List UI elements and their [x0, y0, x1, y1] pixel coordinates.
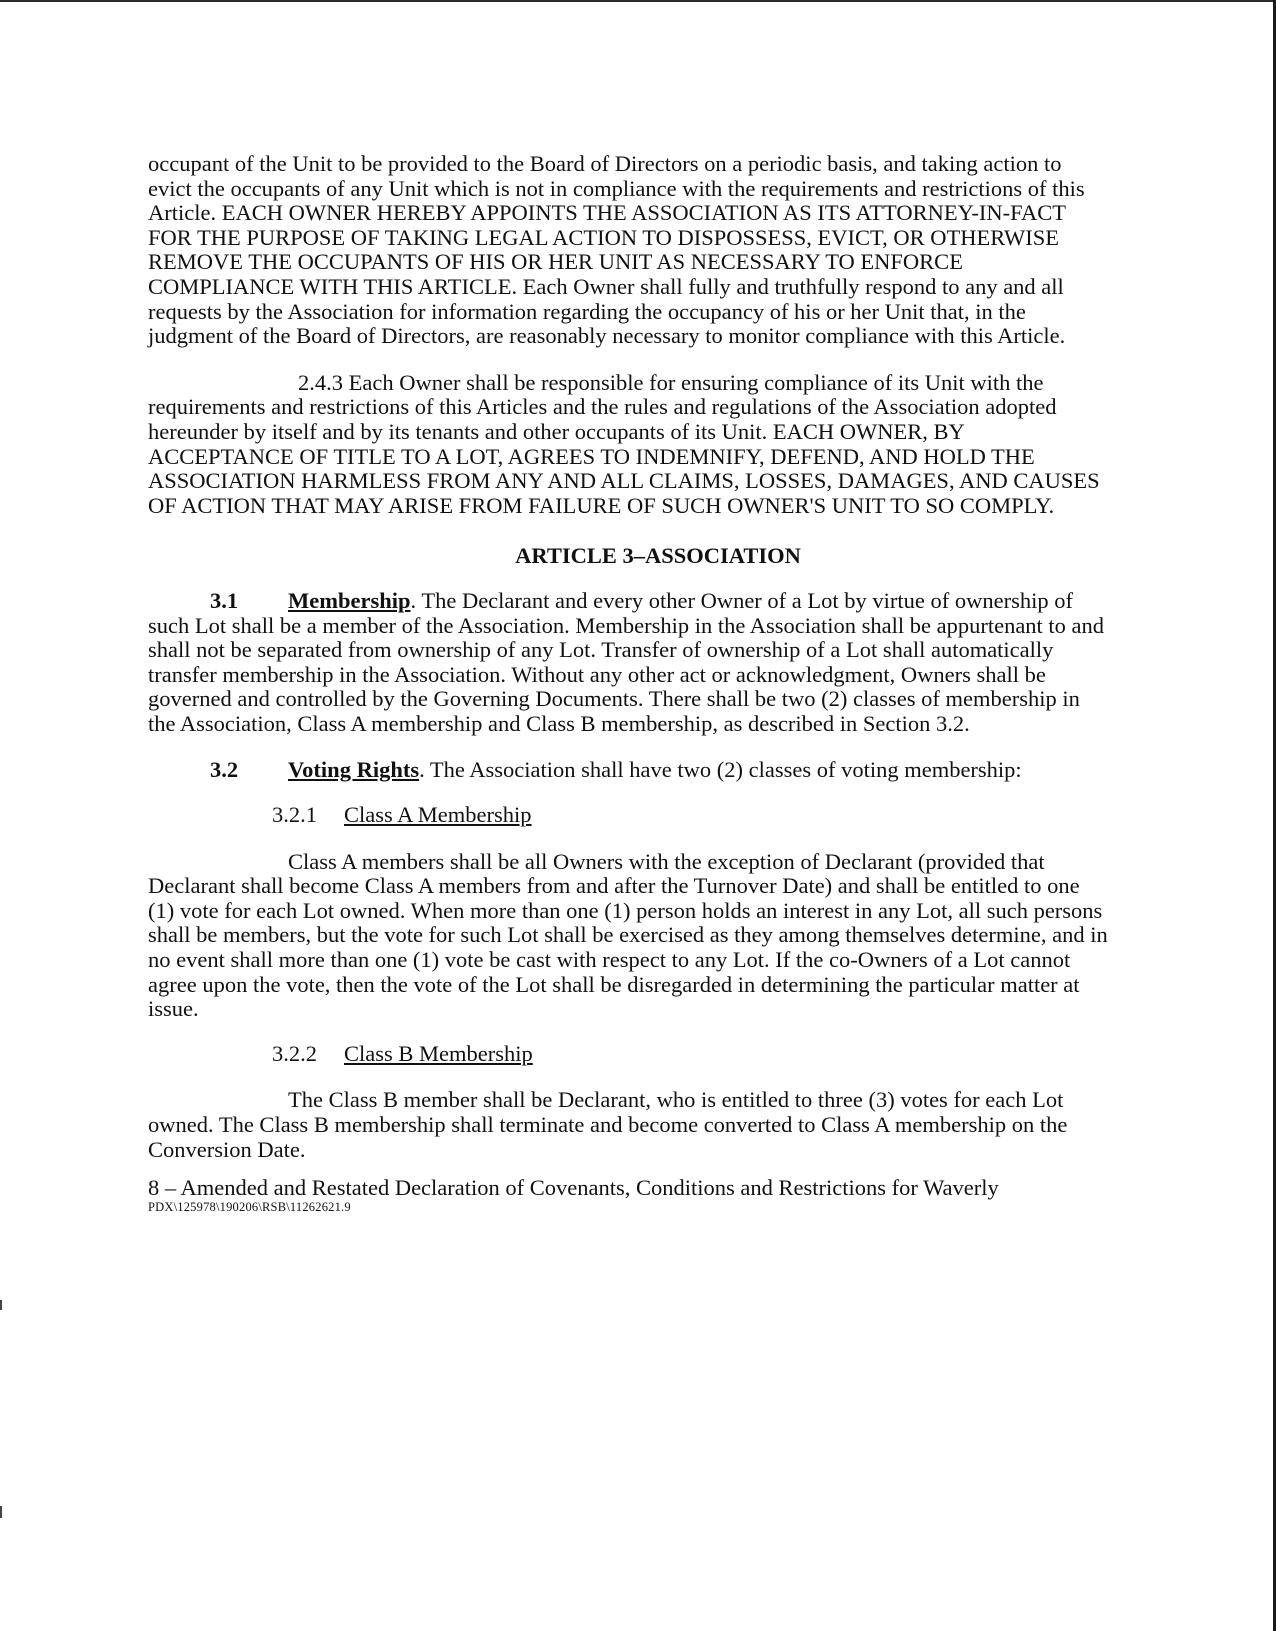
- section-text: . The Declarant and every other Owner of a Lot by virtue of ownership of such Lot shall be a member of the Association. Membership in the Association shall be appurtenant to and shall not be separated from ownership of any Lot. Transfer of ownership of a Lot shall automatically transfer membership in the Association. Without any other act or acknowledgment, Owners shall be governed and controlled by the Governing Documents. There shall be two (2) classes of membership in the Association, Class A membership and Class B membership, as described in Section 3.2.: [148, 587, 1105, 736]
- subsection-3-2-1-heading: [148, 803, 1108, 828]
- subsection-number: 3.2.2: [272, 1040, 317, 1066]
- document-page: [148, 152, 1108, 1214]
- subsection-3-2-2-text: The Class B member shall be Declarant, who is entitled to three (3) votes for each Lot owned. The Class B membership shall terminate and become converted to Class A membership on the Conversion Date.: [148, 1087, 1068, 1162]
- section-title: Voting Rights: [288, 757, 420, 783]
- footer-page-title: 8 – Amended and Restated Declaration of Covenants, Conditions and Restrictions for Waverly: [148, 1175, 999, 1201]
- scan-left-mark: [0, 1506, 2, 1518]
- section-text: . The Association shall have two (2) classes of voting membership:: [419, 757, 1022, 783]
- section-3-1: [148, 589, 1108, 737]
- scan-top-edge: [0, 0, 1276, 2]
- paragraph-2-4-3: 2.4.3 Each Owner shall be responsible for ensuring compliance of its Unit with the requirements and restrictions of this Articles and the rules and regulations of the Association adopted hereunder by itself and by its tenants and other occupants of its Unit. EACH OWNER, BY ACCEPTANCE OF TITLE TO A LOT, AGREES TO INDEMNIFY, DEFEND, AND HOLD THE ASSOCIATION HARMLESS FROM ANY AND ALL CLAIMS, LOSSES, DAMAGES, AND CAUSES OF ACTION THAT MAY ARISE FROM FAILURE OF SUCH OWNER'S UNIT TO SO COMPLY.: [148, 369, 1100, 518]
- scan-left-mark: [0, 1300, 2, 1310]
- page-footer: [148, 1176, 1108, 1214]
- subsection-title: Class B Membership: [344, 1040, 533, 1066]
- subsection-3-2-1-text: Class A members shall be all Owners with the exception of Declarant (provided that Declarant shall become Class A members from and after the Turnover Date) and shall be entitled to one (1) vote for each Lot owned. When more than one (1) person holds an interest in any Lot, all such persons shall be members, but the vote for such Lot shall be exercised as they among themselves determine, and in no event shall more than one (1) vote be cast with respect to any Lot. If the co-Owners of a Lot cannot agree upon the vote, then the vote of the Lot shall be disregarded in determining the particular matter at issue.: [148, 848, 1108, 1022]
- section-3-2: [148, 758, 1108, 783]
- paragraph-continuation: occupant of the Unit to be provided to the Board of Directors on a periodic basis, and taking action to evict the occupants of any Unit which is not in compliance with the requirements and restrictions of this Article. EACH OWNER HEREBY APPOINTS THE ASSOCIATION AS ITS ATTORNEY-IN-FACT FOR THE PURPOSE OF TAKING LEGAL ACTION TO DISPOSSESS, EVICT, OR OTHERWISE REMOVE THE OCCUPANTS OF HIS OR HER UNIT AS NECESSARY TO ENFORCE COMPLIANCE WITH THIS ARTICLE. Each Owner shall fully and truthfully respond to any and all requests by the Association for information regarding the occupancy of his or her Unit that, in the judgment of the Board of Directors, are reasonably necessary to monitor compliance with this Article.: [148, 151, 1085, 349]
- section-number: 3.1: [210, 587, 239, 613]
- section-number: 3.2: [210, 757, 239, 783]
- subsection-3-2-2-heading: [148, 1042, 1108, 1067]
- article-heading: ARTICLE 3–ASSOCIATION: [515, 543, 801, 569]
- section-title: Membership: [288, 587, 411, 613]
- footer-document-code: PDX\125978\190206\RSB\11262621.9: [148, 1200, 351, 1215]
- subsection-title: Class A Membership: [344, 802, 532, 828]
- subsection-number: 3.2.1: [272, 802, 317, 828]
